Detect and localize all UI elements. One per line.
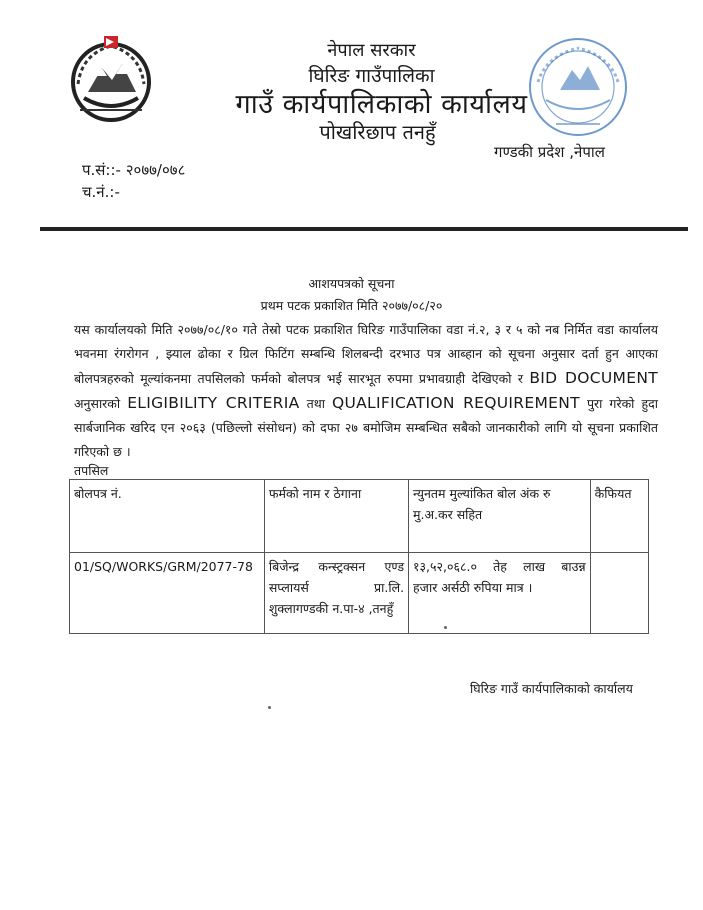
- notice-body: [74, 318, 658, 464]
- body-text-4: पुरा गरेको हुदा सार्बजानिक खरिद एन २०६३ (पछिल्लो संसोधन) को दफा २७ बमोजिम सम्बन्धित सबैको जानकारीको लागि यो सूचना प्रकाशित गरिएको छ ।: [74, 396, 658, 459]
- signoff-office: घिरिङ गाउँ कार्यपालिकाको कार्यालय: [470, 681, 633, 696]
- table-row: [70, 553, 649, 634]
- header-divider: [40, 227, 688, 231]
- cell-firm: [264, 553, 408, 634]
- firm-line-2: सप्लायर्स प्रा.लि.: [268, 580, 405, 595]
- notice-subtitle: प्रथम पटक प्रकाशित मिति २०७७/०८/२०: [260, 298, 443, 313]
- table-header-row: [70, 480, 649, 553]
- cell-bid-no: 01/SQ/WORKS/GRM/2077-78: [70, 553, 265, 634]
- body-text-2: अनुसारको: [74, 396, 121, 411]
- schedule-label: तपसिल: [74, 463, 109, 478]
- header-remarks: कैफियत: [590, 480, 648, 553]
- cell-amount: [409, 553, 591, 634]
- body-text-1: यस कार्यालयको मिति २०७७/०८/१० गते तेस्रो पटक प्रकाशित घिरिङ गाउँपालिका वडा नं.२, ३ र ५ को नब निर्मित वडा कार्यालय भवनमा रंगरोगन , झ्याल ढोका र ग्रिल फिटिंग सम्बन्धि शिलबन्दी दरभाउ पत्र आब्हान को सूचना अनुसार दर्ता हुन आएका बोलपत्रहरुको मूल्यांकनमा तपसिलको फर्मको बोलपत्र भई सारभूत रुपमा प्रभावग्राही देखिएको र: [74, 322, 658, 386]
- office-location: पोखरिछाप तनहुँ: [319, 120, 436, 144]
- body-text-3: तथा: [306, 396, 325, 411]
- office-seal-stamp: [516, 32, 640, 142]
- header-firm: फर्मको नाम र ठेगाना: [264, 480, 408, 553]
- province-label: गण्डकी प्रदेश ,नेपाल: [494, 143, 605, 161]
- bid-table: [69, 479, 649, 634]
- term-bid-document: BID DOCUMENT: [529, 369, 658, 387]
- term-qualification-requirement: QUALIFICATION REQUIREMENT: [332, 394, 580, 412]
- scan-speck: [268, 706, 271, 709]
- header-bid-no: बोलपत्र नं.: [70, 480, 265, 553]
- letter-number: प.सं::- २०७७/०७८: [82, 161, 186, 179]
- municipality-name: घिरिङ गाउँपालिका: [308, 65, 435, 87]
- firm-line-3: शुक्लागण्डकी न.पा-४ ,तनहुँ: [268, 601, 394, 616]
- term-eligibility-criteria: ELIGIBILITY CRITERIA: [127, 394, 300, 412]
- amount-line-1: १३,५२,०६८.० तेह लाख बाउन्न: [413, 559, 586, 574]
- dispatch-number: च.नं.:-: [82, 183, 120, 201]
- office-name: गाउँ कार्यपालिकाको कार्यालय: [235, 89, 528, 120]
- amount-line-2: हजार अर्सठी रुपिया मात्र ।: [413, 580, 533, 595]
- cell-remarks: [590, 553, 648, 634]
- government-name: नेपाल सरकार: [327, 40, 416, 61]
- scan-speck: [444, 626, 447, 629]
- firm-line-1: बिजेन्द्र कन्स्ट्रक्सन एण्ड: [268, 559, 405, 574]
- notice-title: आशयपत्रको सूचना: [308, 276, 395, 291]
- header-amount: न्युनतम मुल्यांकित बोल अंक रु मु.अ.कर सहित: [409, 480, 591, 553]
